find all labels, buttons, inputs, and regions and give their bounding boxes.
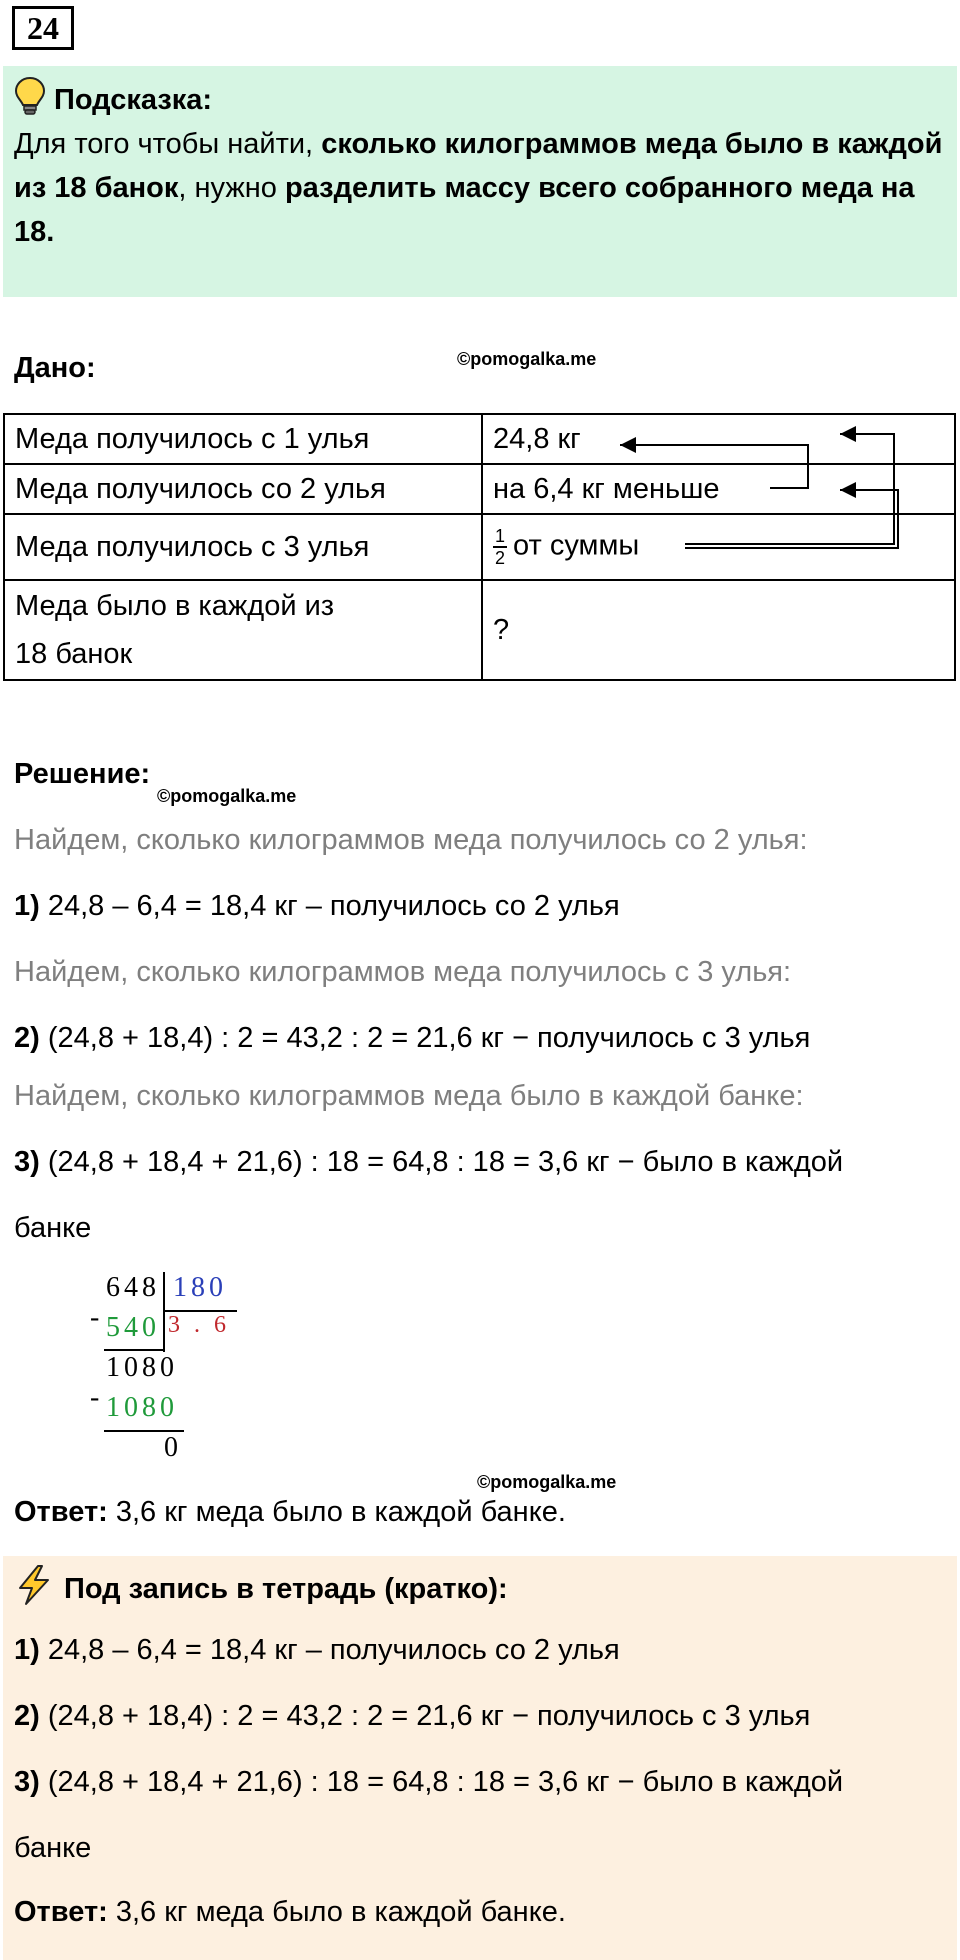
step-number: 2) — [14, 1022, 40, 1054]
solution-hint-2: Найдем, сколько килограммов меда получилось с 3 улья: — [14, 956, 792, 988]
step-number: 1) — [14, 1634, 40, 1666]
hint-header — [14, 76, 212, 124]
lightbulb-icon — [14, 76, 46, 124]
divisor: 180 — [173, 1272, 227, 1303]
solution-label: Решение: — [14, 758, 151, 790]
hint-bold-part: разделить массу всего собранного меда на 18. — [14, 172, 915, 248]
task-number: 24 — [12, 6, 74, 50]
notebook-step-2 — [14, 1700, 810, 1733]
solution-step-2 — [14, 1022, 810, 1055]
division-vertical-line — [163, 1272, 165, 1352]
table-cell: Меда получилось со 2 улья — [4, 464, 482, 514]
solution-step-1 — [14, 890, 620, 923]
answer-label: Ответ: — [14, 1896, 108, 1928]
table-cell: ? — [482, 580, 955, 680]
step-text: (24,8 + 18,4) : 2 = 43,2 : 2 = 21,6 кг − получилось с 3 улья — [39, 1022, 811, 1054]
fraction-denominator: 2 — [494, 547, 505, 568]
solution-step-3-cont: банке — [14, 1212, 92, 1244]
answer-text: 3,6 кг меда было в каждой банке. — [107, 1896, 566, 1928]
hint-text-part: Для того чтобы найти, — [14, 128, 322, 160]
step-number: 1) — [14, 890, 40, 922]
watermark: ©pomogalka.me — [157, 786, 297, 806]
answer-text: 3,6 кг меда было в каждой банке. — [107, 1496, 566, 1528]
step-text: 24,8 – 6,4 = 18,4 кг – получилось со 2 улья — [39, 1634, 620, 1666]
watermark: ©pomogalka.me — [457, 349, 597, 369]
table-cell: на 6,4 кг меньше — [482, 464, 955, 514]
subtract-line — [104, 1349, 164, 1351]
step-number: 2) — [14, 1700, 40, 1732]
notebook-answer — [14, 1896, 566, 1929]
notebook-step-3 — [14, 1766, 843, 1799]
subtrahend-2: 1080 — [106, 1392, 178, 1423]
solution-hint-3: Найдем, сколько килограммов меда было в каждой банке: — [14, 1080, 804, 1112]
minus-sign: - — [90, 1302, 104, 1333]
remainder-1: 1080 — [106, 1352, 178, 1383]
cell-line: 18 банок — [15, 638, 133, 670]
hint-title: Подсказка: — [54, 83, 213, 116]
fraction — [493, 526, 507, 568]
cell-text: от суммы — [513, 529, 640, 562]
table-cell: Меда получилось с 3 улья — [4, 514, 482, 580]
step-number: 3) — [14, 1766, 40, 1798]
notebook-step-1 — [14, 1634, 620, 1667]
step-text: (24,8 + 18,4 + 21,6) : 18 = 64,8 : 18 = 3,6 кг − было в каждой — [39, 1766, 844, 1798]
hint-text — [14, 122, 944, 254]
step-text: (24,8 + 18,4 + 21,6) : 18 = 64,8 : 18 = 3,6 кг − было в каждой — [39, 1146, 844, 1178]
minus-sign: - — [90, 1382, 104, 1413]
division-result: 0 — [164, 1432, 182, 1463]
solution-step-3 — [14, 1146, 843, 1179]
given-label: Дано: — [14, 352, 96, 384]
answer — [14, 1496, 566, 1529]
table-row — [4, 580, 955, 680]
hint-bold-part: сколько килограммов меда было в каждой из 18 банок — [14, 128, 943, 204]
step-number: 3) — [14, 1146, 40, 1178]
quotient: 3 . 6 — [168, 1312, 230, 1338]
subtrahend-1: 540 — [106, 1312, 160, 1343]
long-division — [90, 1272, 250, 1472]
table-cell: 24,8 кг — [482, 414, 955, 464]
notebook-step-3-cont: банке — [14, 1832, 92, 1864]
notebook-header — [14, 1564, 508, 1614]
cell-line: Меда было в каждой из — [15, 590, 335, 622]
step-text: (24,8 + 18,4) : 2 = 43,2 : 2 = 21,6 кг − получилось с 3 улья — [39, 1700, 811, 1732]
relation-arrows — [600, 420, 910, 560]
hint-text-part: , нужно — [178, 172, 285, 204]
answer-label: Ответ: — [14, 1496, 108, 1528]
lightning-icon — [14, 1564, 54, 1614]
dividend: 648 — [106, 1272, 160, 1303]
fraction-numerator: 1 — [494, 526, 505, 547]
notebook-title: Под запись в тетрадь (кратко): — [64, 1572, 508, 1605]
solution-hint-1: Найдем, сколько килограммов меда получилось со 2 улья: — [14, 824, 808, 856]
table-cell — [4, 580, 482, 680]
step-text: 24,8 – 6,4 = 18,4 кг – получилось со 2 улья — [39, 890, 620, 922]
watermark: ©pomogalka.me — [477, 1472, 617, 1492]
table-cell: Меда получилось с 1 улья — [4, 414, 482, 464]
